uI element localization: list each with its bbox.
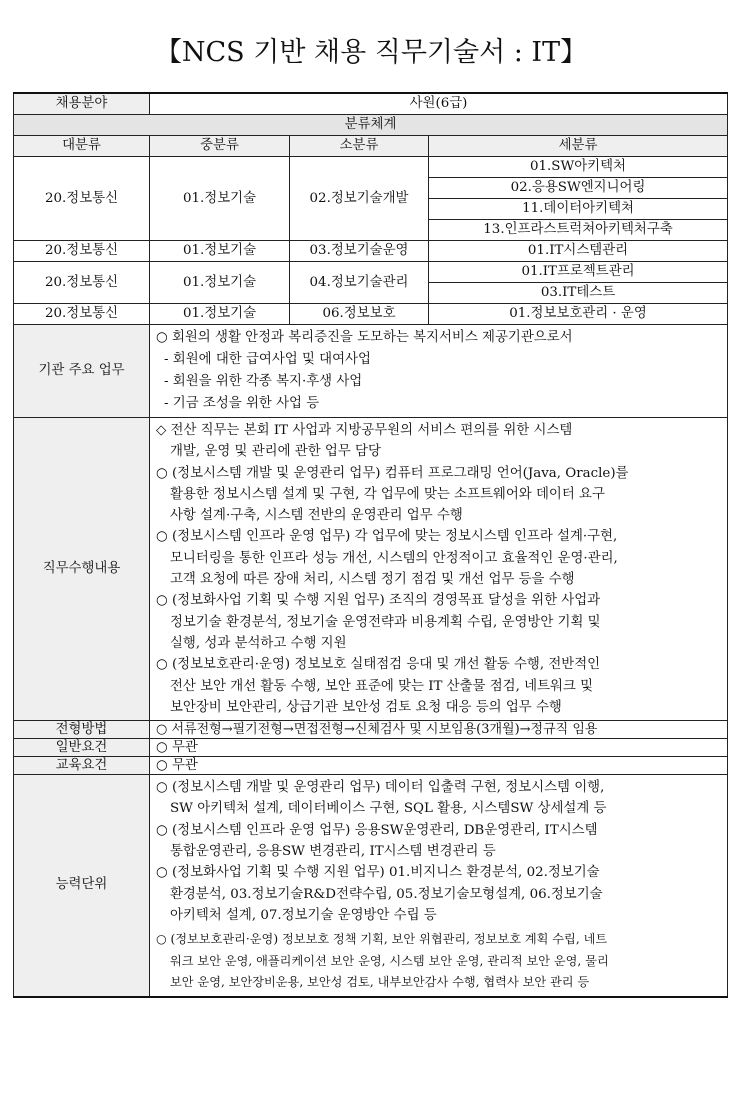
detail-category: 13.인프라스트럭쳐아키텍처구축	[429, 220, 728, 241]
duties-line: ○ (정보시스템 개발 및 운영관리 업무) 컴퓨터 프로그래밍 언어(Java, Oracle)를	[156, 465, 629, 481]
detail-category: 03.IT테스트	[429, 283, 728, 304]
duties-line: 활용한 정보시스템 설계 및 구현, 각 업무에 맞는 소프트웨어와 데이터 요구	[170, 486, 605, 502]
duties-line: 모니터링을 통한 인프라 성능 개선, 시스템의 안정적이고 효율적인 운영·관리,	[170, 550, 618, 566]
major-category: 20.정보통신	[14, 304, 150, 325]
duties-line: 사항 설계·구축, 시스템 전반의 운영관리 업무 수행	[170, 508, 463, 524]
competency-label: 능력단위	[14, 775, 150, 997]
competency-line: 보안 운영, 보안장비운용, 보안성 검토, 내부보안감사 수행, 협력사 보안 관리 등	[170, 975, 590, 990]
org-tasks-line: - 회원에 대한 급여사업 및 대여사업	[164, 352, 371, 367]
job-description-table	[13, 92, 728, 998]
duties-line: 실행, 성과 분석하고 수행 지원	[170, 635, 347, 651]
document-title: 【NCS 기반 채용 직무기술서 : IT】	[154, 37, 588, 68]
header-major: 대분류	[14, 136, 150, 157]
field-value: 사원(6급)	[150, 93, 728, 115]
middle-category: 01.정보기술	[150, 241, 290, 262]
classification-row	[14, 157, 728, 178]
major-category: 20.정보통신	[14, 157, 150, 241]
org-tasks-line: - 기금 조성을 위한 사업 등	[164, 396, 320, 411]
duties-row	[14, 418, 728, 721]
classification-heading-row	[14, 115, 728, 136]
detail-category: 01.IT프로젝트관리	[429, 262, 728, 283]
education-req-row	[14, 757, 728, 775]
middle-category: 01.정보기술	[150, 157, 290, 241]
competency-line: 워크 보안 운영, 애플리케이션 보안 운영, 시스템 보안 운영, 관리적 보안 운영, 물리	[170, 953, 609, 968]
classification-heading: 분류체계	[14, 115, 728, 136]
detail-category: 02.응용SW엔지니어링	[429, 178, 728, 199]
competency-line: 통합운영관리, 응용SW 변경관리, IT시스템 변경관리 등	[170, 844, 496, 860]
competency-line: 환경분석, 03.정보기술R&D전략수립, 05.정보기술모형설계, 06.정보기술	[170, 886, 603, 902]
classification-row	[14, 304, 728, 325]
competency-content	[150, 775, 728, 997]
detail-category: 01.SW아키텍처	[429, 157, 728, 178]
general-req-value: ○ 무관	[150, 739, 728, 757]
middle-category: 01.정보기술	[150, 304, 290, 325]
duties-line: ◇ 전산 직무는 본회 IT 사업과 지방공무원의 서비스 편의를 위한 시스템	[156, 423, 573, 438]
classification-row	[14, 241, 728, 262]
major-category: 20.정보통신	[14, 241, 150, 262]
classification-header-row	[14, 136, 728, 157]
duties-label: 직무수행내용	[14, 418, 150, 721]
org-tasks-row	[14, 325, 728, 418]
minor-category: 04.정보기술관리	[290, 262, 429, 304]
field-row	[14, 93, 728, 115]
middle-category: 01.정보기술	[150, 262, 290, 304]
selection-row	[14, 721, 728, 739]
education-req-label: 교육요건	[14, 757, 150, 775]
competency-line: 아키텍처 설계, 07.정보기술 운영방안 수립 등	[170, 907, 437, 923]
duties-line: 고객 요청에 따른 장애 처리, 시스템 정기 점검 및 개선 업무 등을 수행	[170, 572, 575, 588]
org-tasks-label: 기관 주요 업무	[14, 325, 150, 418]
duties-line: 전산 보안 개선 활동 수행, 보안 표준에 맞는 IT 산출물 점검, 네트워크 및	[170, 678, 594, 694]
duties-line: ○ (정보보호관리·운영) 정보보호 실태점검 응대 및 개선 활동 수행, 전반적인	[156, 657, 601, 673]
competency-line: SW 아키텍처 설계, 데이터베이스 구현, SQL 활용, 시스템SW 상세설계 등	[170, 801, 607, 817]
minor-category: 03.정보기술운영	[290, 241, 429, 262]
detail-category: 01.IT시스템관리	[429, 241, 728, 262]
general-req-row	[14, 739, 728, 757]
duties-line: 개발, 운영 및 관리에 관한 업무 담당	[170, 444, 381, 460]
general-req-label: 일반요건	[14, 739, 150, 757]
minor-category: 02.정보기술개발	[290, 157, 429, 241]
competency-line: ○ (정보보호관리·운영) 정보보호 정책 기획, 보안 위협관리, 정보보호 계획 수립, 네트	[156, 932, 608, 947]
detail-category: 01.정보보호관리 · 운영	[429, 304, 728, 325]
competency-line: ○ (정보시스템 인프라 운영 업무) 응용SW운영관리, DB운영관리, IT시스템	[156, 822, 598, 838]
competency-line: ○ (정보시스템 개발 및 운영관리 업무) 데이터 입출력 구현, 정보시스템 이행,	[156, 780, 605, 796]
selection-value: ○ 서류전형→필기전형→면접전형→신체검사 및 시보임용(3개월)→정규직 임용	[150, 721, 728, 739]
header-detail: 세분류	[429, 136, 728, 157]
duties-line: 보안장비 보안관리, 상급기관 보안성 검토 요청 대응 등의 업무 수행	[170, 699, 562, 715]
minor-category: 06.정보보호	[290, 304, 429, 325]
detail-category: 11.데이터아키텍쳐	[429, 199, 728, 220]
classification-row	[14, 262, 728, 283]
header-middle: 중분류	[150, 136, 290, 157]
education-req-value: ○ 무관	[150, 757, 728, 775]
header-minor: 소분류	[290, 136, 429, 157]
selection-label: 전형방법	[14, 721, 150, 739]
duties-content	[150, 418, 728, 721]
competency-row	[14, 775, 728, 997]
org-tasks-line: - 회원을 위한 각종 복지·후생 사업	[164, 374, 363, 389]
duties-line: 정보기술 환경분석, 정보기술 운영전략과 비용계획 수립, 운영방안 기획 및	[170, 614, 601, 630]
major-category: 20.정보통신	[14, 262, 150, 304]
field-label: 채용분야	[14, 93, 150, 115]
duties-line: ○ (정보시스템 인프라 운영 업무) 각 업무에 맞는 정보시스템 인프라 설계·구현,	[156, 529, 618, 545]
duties-line: ○ (정보화사업 기획 및 수행 지원 업무) 조직의 경영목표 달성을 위한 사업과	[156, 593, 601, 609]
competency-line: ○ (정보화사업 기획 및 수행 지원 업무) 01.비지니스 환경분석, 02.정보기술	[156, 865, 600, 881]
org-tasks-line: ○ 회원의 생활 안정과 복리증진을 도모하는 복지서비스 제공기관으로서	[156, 330, 573, 345]
org-tasks-content	[150, 325, 728, 418]
